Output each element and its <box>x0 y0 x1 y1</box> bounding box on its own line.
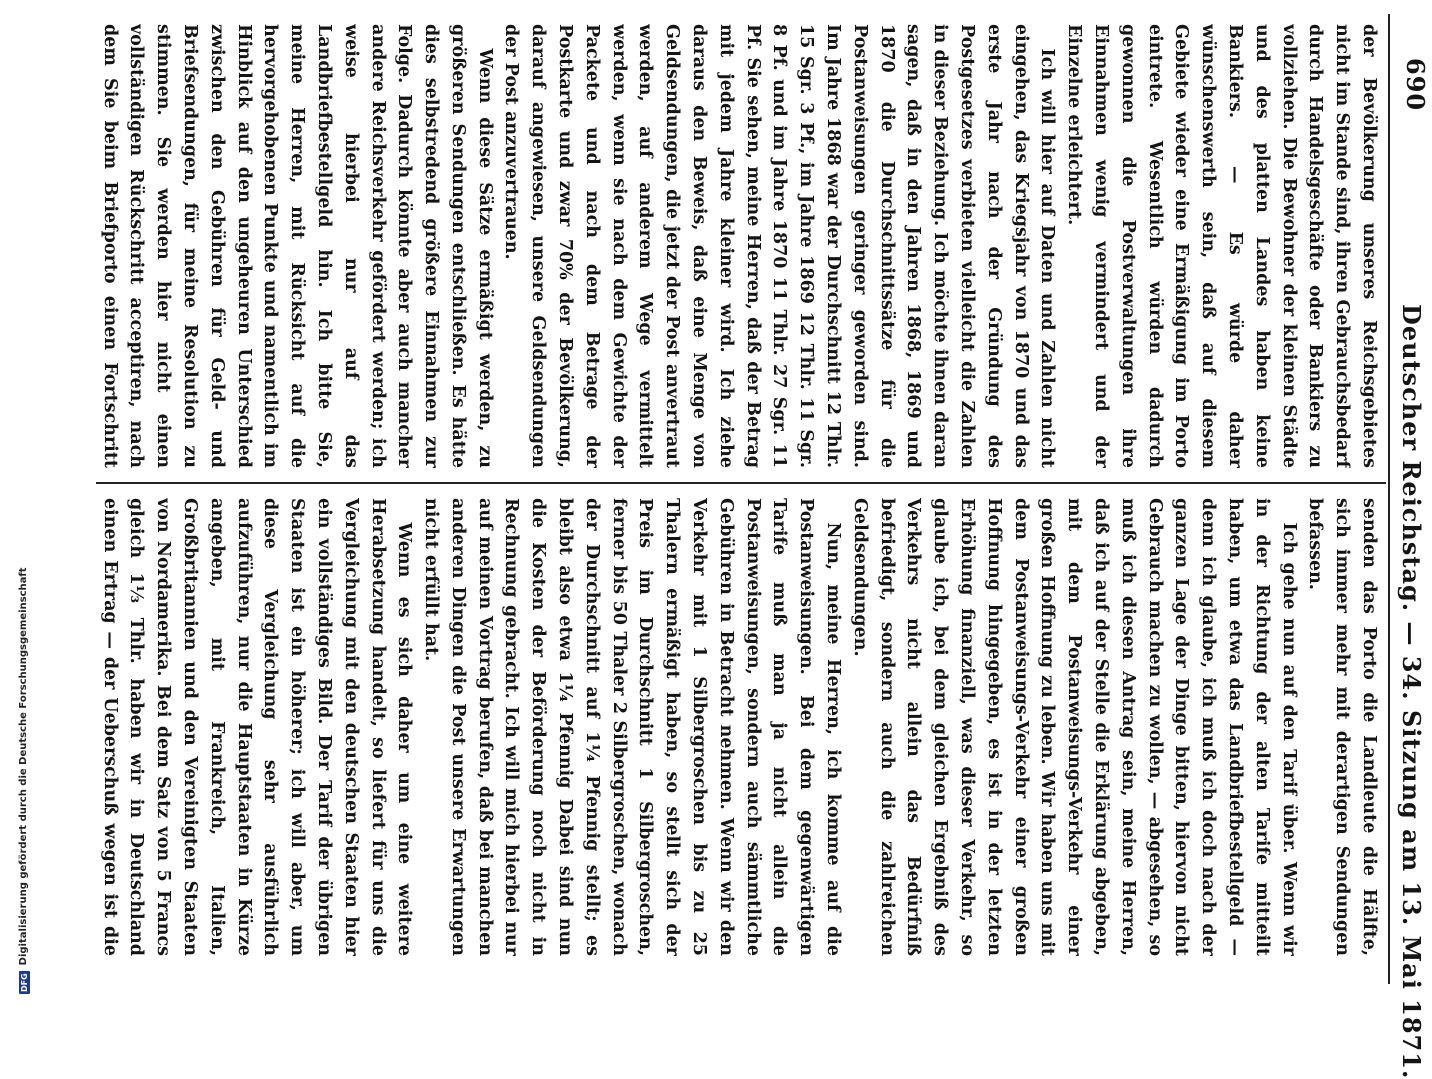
digitization-strip <box>0 0 29 1000</box>
dfg-logo-icon: DFG <box>19 973 29 992</box>
funding-notice-text: Digitalisierung gefördert durch die Deutsche Forschungsgemeinschaft <box>18 567 29 966</box>
digitization-notice <box>16 567 32 1000</box>
paragraph: Ich will hier auf Daten und Zahlen nicht eingehen, das Kriegsjahr von 1870 und das erste Jahr nach der Gründung des Postgesetzes verbieten vielleicht die Zahlen in dieser Beziehung. Ich möchte ihnen daran sagen, daß in den Jahren 1868, 1869 und 1870 die Durchschnittssätze für die Postanweisungen geringer geworden sind. Im Jahre 1868 war der Durchschnitt 12 Thlr. 15 Sgr. 3 Pf., im Jahre 1869 12 Thlr. 11 Sgr. 8 Pf. und im Jahre 1870 11 Thlr. 27 Sgr. 11 Pf. Sie sehen, meine Herren, daß der Betrag mit jedem Jahre kleiner wird. Ich ziehe daraus den Beweis, daß eine Menge von Geldsendungen, die jetzt der Post anvertraut werden, auf anderem Wege vermittelt werden, wenn sie nach dem Gewichte der Packete und nach dem Betrage der Postkarte und zwar 70% der Bevölkerung, darauf angewiesen, unsere Geldsendungen der Post anzuvertrauen. <box>501 24 1058 468</box>
paragraph: Wenn es sich daher um eine weitere Herabsetzung handelt, so liefert für uns die Vergleichung mit den deutschen Staaten hier ein vollständiges Bild. Der Tarif der übrigen Staaten ist ein höherer; ich will aber, um diese Vergleichung sehr ausführlich aufzuführen, nur die Hauptstaaten in Kürze angeben, mit Frankreich, Italien, Großbritannien und den Vereinigten Staaten von Nordamerika. Bei dem Satz von 5 Francs gleich 1⅓ Thlr. haben wir in Deutschland einen Ertrag — der Ueberschuß wegen ist die <box>100 498 415 956</box>
page-header <box>1388 14 1432 1079</box>
paragraph: senden das Porto die Landleute die Hälfte, sich immer mehr mit derartigen Sendungen befassen. <box>1305 498 1379 956</box>
column-divider <box>96 482 1386 484</box>
paragraph: Nun, meine Herren, ich komme auf die Postanweisungen. Bei dem gegenwärtigen Tarife muß man ja nicht allein die Postanweisungen, sondern auch sämmtliche Gebühren in Betracht nehmen. Wenn wir den Verkehr mit 1 Silbergroschen bis zu 25 Thalern ermäßigt haben, so stellt sich der Preis im Durchschnitt 1 Silbergroschen, ferner bis 50 Thaler 2 Silbergroschen, wonach der Durchschnitt auf 1¼ Pfennig stellt; es bleibt also etwa 1¼ Pfennig Dabei sind nun die Kosten der Beförderung noch nicht in Rechnung gebracht. Ich will mich hierbei nur auf meinen Vortrag berufen, daß bei manchen anderen Dingen die Post unsere Erwartungen nicht erfüllt hat. <box>421 498 844 956</box>
paragraph: der Bevölkerung unseres Reichsgebietes nicht im Stande sind, ihren Gebrauchsbedarf durch Handelsgeschäfte oder Bankiers zu vollziehen. Die Bewohner der kleinen Städte und des platten Landes haben keine Bankiers. — Es würde daher wünschenswerth sein, daß auf diesem Gebiete wieder eine Ermäßigung im Porto eintrete. Wesentlich würden dadurch gewonnen die Postverwaltungen ihre Einnahmen wenig vermindert und der Einzelne erleichtert. <box>1064 24 1379 468</box>
page-number: 690 <box>1401 58 1430 112</box>
paragraph: Wenn diese Sätze ermäßigt werden, zu größeren Sendungen entschließen. Es hätte dies selbstredend größere Einnahmen zur Folge. Dadurch könnte aber auch mancher andere Reichsverkehr gefördert werden; ich weise hierbei nur auf das Landbriefbestellgeld hin. Ich bitte Sie, meine Herren, mit Rücksicht auf die hervorgehobenen Punkte und namentlich im Hinblick auf den ungeheuren Unterschied zwischen den Gebühren für Geld- und Briefsendungen, für meine Resolution zu stimmen. Sie werden hier nicht einen vollständigen Rückschritt acceptiren, nach dem Sie beim Briefporto einen Fortschritt <box>100 24 495 468</box>
running-title: Deutscher Reichstag. — 34. Sitzung am 13. Mai 1871. <box>1397 304 1426 1079</box>
rotated-document-page <box>0 14 1432 1079</box>
left-column <box>100 24 1382 468</box>
right-column <box>100 498 1382 956</box>
paragraph: Ich gehe nun auf den Tarif über. Wenn wir in der Richtung der alten Tarife mitteilt haben, um etwa das Landbriefbestellgeld — denn ich glaube, ich muß ich doch nach der ganzen Lage der Dinge bitten, hiervon nicht Gebrauch machen zu wollen, — abgesehen, so muß ich diesen Antrag sein, meine Herren, daß ich auf der Stelle die Erklärung abgeben, mit dem Postanweisungs-Verkehr einer großen Hoffnung zu leben. Wir haben uns mit dem Postanweisungs-Verkehr einer großen Hoffnung hingegeben, es ist in der letzten Erhöhung finanziell, was dieser Verkehr, so glaube ich, bei dem gleichen Ergebniß des Verkehrs nicht allein das Bedürfniß befriedigt, sondern auch die zahlreichen Geldsendungen. <box>849 498 1299 956</box>
